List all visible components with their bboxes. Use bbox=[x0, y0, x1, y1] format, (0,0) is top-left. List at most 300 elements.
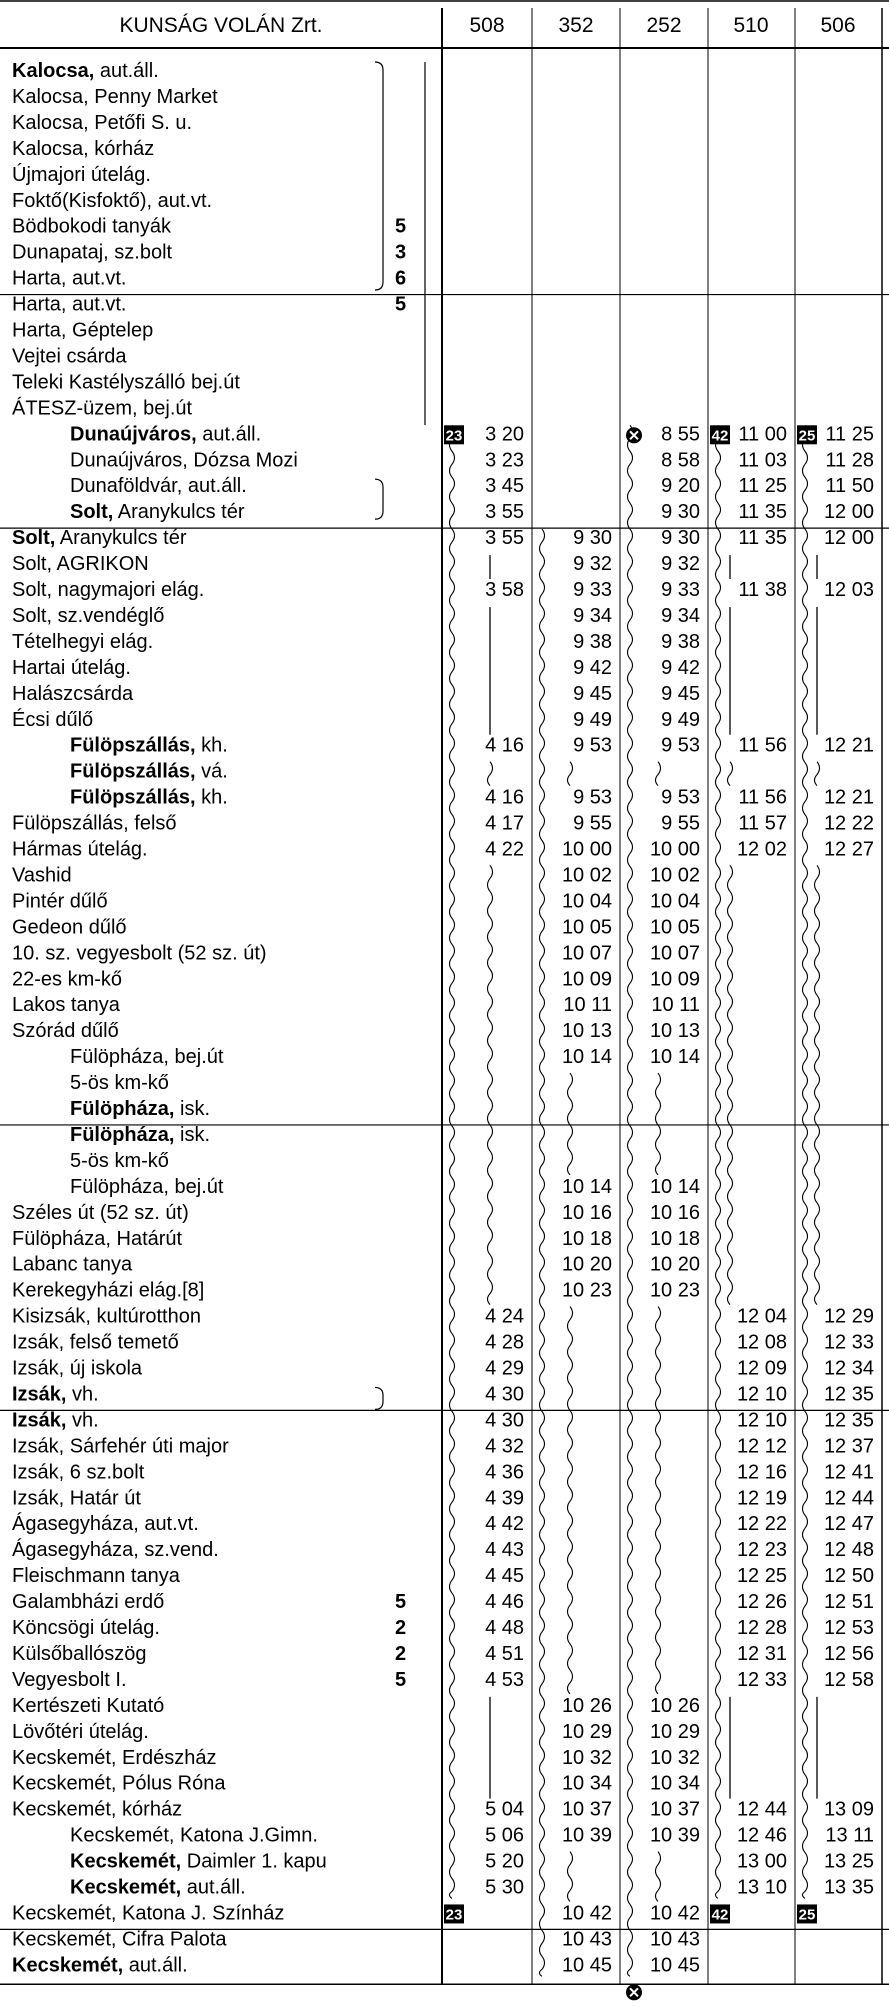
table-row bbox=[12, 216, 406, 238]
stop-name bbox=[70, 1046, 224, 1068]
departure-time: 10 13 bbox=[561, 1020, 612, 1043]
stop-name-main: Hármas útelág. bbox=[12, 838, 148, 861]
departure-time: 10 29 bbox=[649, 1720, 700, 1743]
departure-time: 13 00 bbox=[736, 1850, 787, 1873]
departure-time: 9 53 bbox=[573, 786, 612, 809]
departure-time: 9 34 bbox=[661, 604, 700, 627]
stop-name bbox=[70, 1851, 327, 1873]
table-row bbox=[12, 138, 154, 160]
stop-name-main: Izsák, felső temető bbox=[12, 1331, 179, 1354]
departure-time: 9 30 bbox=[661, 501, 700, 524]
departure-time: 12 23 bbox=[736, 1539, 787, 1562]
departure-time: 10 11 bbox=[563, 994, 612, 1017]
departure-time: 10 43 bbox=[649, 1928, 700, 1951]
departure-time: 10 29 bbox=[561, 1720, 612, 1743]
stop-name bbox=[12, 1928, 227, 1950]
stop-name-main: Fülöpszállás, bbox=[70, 760, 196, 783]
stop-name-main: Ágasegyháza, aut.vt. bbox=[12, 1513, 199, 1536]
table-row bbox=[70, 1046, 700, 1068]
stop-name-main: Izsák, bbox=[12, 1383, 67, 1406]
departure-time: 10 42 bbox=[561, 1902, 612, 1925]
departure-time: 3 55 bbox=[485, 527, 524, 550]
departure-time: 12 02 bbox=[736, 838, 787, 861]
departure-time: 10 11 bbox=[651, 994, 700, 1017]
stop-name bbox=[12, 320, 153, 342]
departure-time: 10 04 bbox=[561, 890, 612, 913]
footnote-ref: 2 bbox=[395, 1642, 407, 1665]
table-row bbox=[12, 683, 700, 705]
departure-time: 10 16 bbox=[561, 1201, 612, 1224]
departure-time: 9 53 bbox=[573, 734, 612, 757]
stop-name-main: Szórád dűlő bbox=[12, 1020, 119, 1043]
table-row bbox=[12, 1954, 700, 1976]
stop-name-suffix: isk. bbox=[174, 1098, 211, 1120]
stop-name-main: Izsák, új iskola bbox=[12, 1357, 143, 1380]
table-row bbox=[70, 1877, 874, 1899]
route-bracket bbox=[375, 62, 383, 290]
stop-name bbox=[70, 423, 261, 445]
departure-time: 11 28 bbox=[825, 449, 874, 472]
stop-name-main: Halászcsárda bbox=[12, 682, 134, 705]
departure-time: 12 12 bbox=[736, 1435, 787, 1458]
departure-time: 10 14 bbox=[649, 1046, 700, 1069]
stop-name-main: Széles út (52 sz. út) bbox=[12, 1201, 189, 1224]
stop-name bbox=[70, 1072, 169, 1094]
stop-name-main: Újmajori útelág. bbox=[12, 163, 151, 186]
no-stop-wave bbox=[568, 762, 573, 786]
footnote-ref: 3 bbox=[395, 241, 407, 264]
departure-time: 9 45 bbox=[573, 682, 612, 705]
table-row bbox=[12, 890, 700, 912]
table-row bbox=[70, 1098, 210, 1120]
stop-name bbox=[12, 994, 121, 1016]
stop-name bbox=[12, 1747, 217, 1769]
operator-name: KUNSÁG VOLÁN Zrt. bbox=[119, 14, 323, 37]
table-row bbox=[12, 190, 212, 212]
departure-time: 9 32 bbox=[573, 553, 612, 576]
departure-time: 9 33 bbox=[661, 579, 700, 601]
table-row bbox=[70, 735, 874, 757]
stop-name-main: Izsák, 6 sz.bolt bbox=[12, 1461, 145, 1484]
footnote-ref: 5 bbox=[395, 1591, 407, 1614]
stop-name bbox=[70, 1825, 318, 1847]
departure-time: 12 28 bbox=[736, 1617, 787, 1639]
stop-name-main: Vashid bbox=[12, 864, 72, 887]
departure-time: 3 23 bbox=[485, 449, 524, 472]
departure-time: 12 22 bbox=[736, 1513, 787, 1536]
departure-time: 11 00 bbox=[738, 423, 787, 446]
stop-name bbox=[12, 216, 172, 238]
departure-time: 12 21 bbox=[823, 734, 874, 757]
departure-time: 10 02 bbox=[561, 864, 612, 887]
departure-time: 12 41 bbox=[823, 1461, 874, 1484]
departure-time: 12 35 bbox=[823, 1383, 874, 1406]
departure-time: 4 16 bbox=[485, 786, 524, 809]
stop-name bbox=[12, 1254, 133, 1276]
stop-name bbox=[12, 1202, 189, 1224]
departure-time: 9 49 bbox=[661, 708, 700, 731]
departure-time: 12 34 bbox=[823, 1357, 874, 1380]
departure-time: 3 55 bbox=[485, 501, 524, 524]
departure-time: 13 25 bbox=[823, 1850, 874, 1873]
stop-name bbox=[12, 683, 134, 705]
departure-time: 10 13 bbox=[649, 1020, 700, 1043]
stop-name bbox=[12, 86, 218, 108]
stop-name-main: Ágasegyháza, sz.vend. bbox=[12, 1539, 219, 1562]
route-continuation-wave bbox=[628, 425, 633, 1976]
departure-time: 12 19 bbox=[736, 1487, 787, 1510]
stop-name bbox=[12, 371, 240, 393]
stop-name-main: ÁTESZ-üzem, bej.út bbox=[12, 397, 193, 420]
stop-name bbox=[12, 1228, 183, 1250]
departure-time: 12 44 bbox=[736, 1798, 787, 1821]
departure-time: 9 33 bbox=[573, 579, 612, 601]
table-row bbox=[12, 1280, 700, 1302]
departure-time: 12 58 bbox=[823, 1668, 874, 1691]
stop-name-main: Kalocsa, kórház bbox=[12, 137, 155, 160]
departure-time: 5 06 bbox=[485, 1824, 524, 1847]
departure-time: 12 10 bbox=[736, 1383, 787, 1406]
departure-time: 10 43 bbox=[561, 1928, 612, 1951]
departure-time: 12 16 bbox=[736, 1461, 787, 1484]
departure-time: 5 20 bbox=[485, 1850, 524, 1873]
table-row bbox=[12, 268, 406, 290]
header bbox=[119, 14, 855, 37]
departure-time: 12 47 bbox=[823, 1513, 874, 1536]
departure-time: 3 45 bbox=[485, 475, 524, 498]
stop-name bbox=[12, 1721, 149, 1743]
stop-name bbox=[12, 268, 127, 290]
stop-name bbox=[12, 1461, 145, 1483]
table-row bbox=[12, 942, 700, 964]
no-stop-wave bbox=[656, 1073, 661, 1175]
stop-name bbox=[12, 1280, 204, 1302]
table-row bbox=[70, 449, 874, 471]
service-note-number: 25 bbox=[798, 1906, 816, 1924]
departure-time: 13 10 bbox=[736, 1876, 787, 1899]
stop-name bbox=[12, 1902, 284, 1924]
no-stop-wave bbox=[568, 1852, 573, 1902]
stop-name-main: Pintér dűlő bbox=[12, 890, 108, 913]
table-row bbox=[70, 475, 874, 497]
stop-name-main: Harta, Géptelep bbox=[12, 319, 154, 342]
departure-time: 12 10 bbox=[736, 1409, 787, 1432]
footnote-ref: 2 bbox=[395, 1617, 407, 1639]
departure-time: 13 09 bbox=[823, 1798, 874, 1821]
stop-name bbox=[12, 1383, 99, 1405]
stop-name-main: Kalocsa, Penny Market bbox=[12, 85, 218, 108]
route-continuation-wave bbox=[450, 425, 455, 1898]
stop-name-suffix: Aranykulcs tér bbox=[113, 501, 245, 524]
stop-name-main: Solt, bbox=[12, 527, 56, 550]
departure-time: 10 39 bbox=[649, 1824, 700, 1847]
no-stop-wave bbox=[656, 1852, 661, 1902]
departure-time: 4 17 bbox=[485, 812, 524, 835]
stop-name-main: Fülöpszállás, felső bbox=[12, 812, 177, 835]
stop-name bbox=[12, 605, 164, 627]
stop-name-main: Fülöpháza, Határút bbox=[12, 1227, 183, 1250]
departure-time: 11 56 bbox=[738, 734, 787, 757]
departure-time: 8 55 bbox=[661, 423, 700, 446]
departure-time: 10 42 bbox=[649, 1902, 700, 1925]
table-row bbox=[70, 1150, 169, 1172]
departure-time: 10 04 bbox=[649, 890, 700, 913]
stop-name bbox=[70, 1877, 246, 1899]
stop-name-suffix: aut.áll. bbox=[123, 1954, 188, 1977]
departure-time: 4 30 bbox=[485, 1409, 524, 1432]
stop-name-main: Solt, bbox=[70, 501, 114, 524]
departure-time: 12 44 bbox=[823, 1487, 874, 1510]
route-continuation-wave bbox=[716, 425, 721, 1898]
footnote-ref: 5 bbox=[395, 293, 407, 316]
departure-time: 4 53 bbox=[485, 1668, 524, 1691]
stop-name-main: Kecskemét, Katona J.Gimn. bbox=[70, 1824, 318, 1847]
stop-name-main: Solt, AGRIKON bbox=[12, 553, 149, 576]
table-row bbox=[70, 1825, 874, 1847]
table-row bbox=[12, 1747, 700, 1769]
table-row bbox=[12, 345, 127, 367]
table-row bbox=[12, 1928, 700, 1950]
stop-name bbox=[12, 1538, 219, 1561]
departure-time: 10 18 bbox=[649, 1227, 700, 1250]
table-row bbox=[12, 994, 700, 1016]
departure-time: 10 02 bbox=[649, 864, 700, 887]
departure-time: 11 57 bbox=[738, 812, 787, 835]
stop-name-main: Lövőtéri útelág. bbox=[12, 1720, 149, 1743]
route-markers bbox=[444, 425, 820, 2000]
stop-name bbox=[12, 1617, 160, 1639]
departure-time: 12 37 bbox=[823, 1435, 874, 1458]
stop-name bbox=[12, 112, 192, 134]
departure-time: 4 16 bbox=[485, 734, 524, 757]
stop-name-main: Kecskemét, kórház bbox=[12, 1798, 183, 1821]
departure-time: 12 29 bbox=[823, 1305, 874, 1328]
stop-name bbox=[12, 864, 72, 886]
route-bracket bbox=[375, 479, 383, 519]
departure-time: 12 03 bbox=[823, 579, 874, 601]
departure-time: 4 42 bbox=[485, 1513, 524, 1536]
stop-name-main: Kecskemét, Katona J. Színház bbox=[12, 1902, 285, 1925]
stop-name bbox=[70, 1124, 210, 1146]
stop-name-main: Gedeon dűlő bbox=[12, 916, 127, 939]
departure-time: 12 50 bbox=[823, 1565, 874, 1588]
stop-name-suffix: Aranykulcs tér bbox=[55, 527, 187, 550]
no-stop-wave bbox=[488, 762, 493, 786]
stop-name bbox=[70, 761, 228, 783]
stop-name bbox=[12, 345, 127, 367]
stop-name-main: Dunaújváros, bbox=[70, 423, 197, 446]
stop-name bbox=[12, 396, 193, 419]
departure-time: 10 16 bbox=[649, 1201, 700, 1224]
stop-name-main: Kecskemét, bbox=[70, 1876, 182, 1899]
stop-name bbox=[12, 1020, 119, 1042]
departure-time: 4 28 bbox=[485, 1331, 524, 1354]
service-note-number: 42 bbox=[711, 1906, 729, 1924]
departure-time: 10 39 bbox=[561, 1824, 612, 1847]
departure-time: 11 35 bbox=[738, 501, 787, 524]
departure-time: 9 42 bbox=[573, 656, 612, 679]
stop-name bbox=[12, 1954, 188, 1976]
stop-name bbox=[70, 1176, 224, 1198]
no-stop-wave bbox=[728, 865, 733, 1304]
departure-time: 9 38 bbox=[661, 630, 700, 653]
departure-time: 13 11 bbox=[825, 1824, 874, 1847]
table-row bbox=[12, 916, 700, 938]
departure-time: 10 05 bbox=[649, 916, 700, 939]
stop-name-main: Dunaújváros, Dózsa Mozi bbox=[70, 449, 298, 472]
stop-name-main: Izsák, Határ út bbox=[12, 1487, 141, 1510]
departure-time: 4 22 bbox=[485, 838, 524, 861]
service-note-number: 23 bbox=[445, 1906, 463, 1924]
departure-time: 9 53 bbox=[661, 786, 700, 809]
stop-name-main: Solt, sz.vendéglő bbox=[12, 604, 165, 627]
stop-name-suffix: isk. bbox=[174, 1123, 211, 1146]
departure-time: 10 14 bbox=[649, 1175, 700, 1198]
table-row bbox=[12, 163, 151, 186]
stop-name bbox=[12, 631, 153, 653]
stop-name-main: Tételhegyi elág. bbox=[12, 630, 154, 653]
departure-time: 10 26 bbox=[561, 1694, 612, 1717]
stop-name-suffix: Daimler 1. kapu bbox=[181, 1850, 327, 1873]
stop-name bbox=[12, 1643, 147, 1665]
departure-time: 4 36 bbox=[485, 1461, 524, 1484]
table-row bbox=[70, 1176, 700, 1198]
departure-time: 10 23 bbox=[649, 1279, 700, 1302]
stop-name bbox=[12, 1487, 141, 1509]
stop-name bbox=[12, 1358, 143, 1380]
departure-time: 3 20 bbox=[485, 423, 524, 446]
departure-time: 10 26 bbox=[649, 1694, 700, 1717]
stop-name bbox=[70, 501, 245, 523]
departure-time: 11 25 bbox=[738, 475, 787, 498]
departure-time: 12 00 bbox=[823, 527, 874, 550]
stop-name bbox=[12, 839, 148, 861]
stop-name bbox=[12, 138, 154, 160]
table-row bbox=[12, 86, 218, 108]
no-stop-wave bbox=[488, 865, 493, 1304]
departure-time: 10 32 bbox=[561, 1746, 612, 1769]
table-row bbox=[12, 242, 406, 264]
stop-name-main: Külsőballószög bbox=[12, 1642, 147, 1665]
stop-name-suffix: aut.áll. bbox=[196, 423, 262, 446]
stop-name-main: Fülöpháza, bbox=[70, 1098, 175, 1120]
stop-name-main: Bödbokodi tanyák bbox=[12, 215, 172, 238]
route-continuation-wave bbox=[540, 529, 545, 1976]
departure-time: 10 07 bbox=[649, 942, 700, 965]
departure-time: 9 34 bbox=[573, 604, 612, 627]
departure-time: 10 37 bbox=[649, 1798, 700, 1821]
departure-time: 12 25 bbox=[736, 1565, 787, 1588]
stop-name bbox=[12, 553, 149, 575]
departure-time: 9 32 bbox=[661, 553, 700, 576]
stop-name bbox=[12, 1435, 229, 1457]
departure-time: 9 30 bbox=[573, 527, 612, 550]
stop-name-main: Fülöpháza, bej.út bbox=[70, 1046, 224, 1069]
departure-time: 10 09 bbox=[649, 968, 700, 991]
table-row bbox=[12, 396, 193, 419]
stop-name-main: Fleischmann tanya bbox=[12, 1565, 180, 1588]
departure-time: 9 38 bbox=[573, 630, 612, 653]
stop-name-main: Labanc tanya bbox=[12, 1253, 133, 1276]
departure-time: 12 22 bbox=[823, 812, 874, 835]
departure-time: 10 45 bbox=[561, 1954, 612, 1977]
stop-name bbox=[12, 968, 122, 990]
stop-name-main: 10. sz. vegyesbolt (52 sz. út) bbox=[12, 942, 267, 965]
departure-time: 10 34 bbox=[649, 1772, 700, 1795]
departure-time: 11 03 bbox=[738, 449, 787, 472]
departure-time: 4 48 bbox=[485, 1617, 524, 1639]
stop-name-suffix: vá. bbox=[195, 760, 228, 783]
table-row bbox=[12, 605, 700, 627]
table-row bbox=[12, 864, 700, 886]
stop-name bbox=[12, 942, 267, 964]
stop-name-main: Kecskemét, Pólus Róna bbox=[12, 1772, 226, 1795]
no-stop-wave bbox=[815, 865, 820, 1304]
departure-time: 4 51 bbox=[485, 1642, 524, 1665]
stop-name-main: Köncsögi útelág. bbox=[12, 1617, 160, 1639]
stop-name bbox=[12, 1306, 201, 1328]
stop-name-main: Galambházi erdő bbox=[12, 1591, 165, 1614]
departure-time: 12 27 bbox=[823, 838, 874, 861]
stop-name bbox=[12, 1773, 226, 1795]
stop-name-suffix: aut.áll. bbox=[181, 1876, 246, 1899]
no-stop-wave bbox=[568, 1073, 573, 1175]
departure-time: 10 37 bbox=[561, 1798, 612, 1821]
route-bracket bbox=[375, 1387, 383, 1409]
table-row bbox=[12, 294, 406, 316]
stop-name bbox=[12, 1332, 179, 1354]
stop-name bbox=[70, 787, 228, 809]
table-row bbox=[12, 1695, 700, 1717]
stop-name-main: Écsi dűlő bbox=[12, 708, 94, 731]
departure-time: 12 51 bbox=[823, 1591, 874, 1614]
departure-time: 10 05 bbox=[561, 916, 612, 939]
service-note-number: 42 bbox=[711, 427, 729, 445]
departure-time: 10 00 bbox=[649, 838, 700, 861]
stop-name-main: Solt, nagymajori elág. bbox=[12, 579, 205, 601]
stop-name-main: Kalocsa, bbox=[12, 60, 95, 82]
stop-name bbox=[12, 1591, 164, 1613]
table-row bbox=[12, 1202, 700, 1224]
departure-time: 10 09 bbox=[561, 968, 612, 991]
stop-name-main: Kecskemét, Erdészház bbox=[12, 1746, 217, 1769]
departure-time: 10 14 bbox=[561, 1046, 612, 1069]
departure-time: 10 14 bbox=[561, 1175, 612, 1198]
departure-time: 12 33 bbox=[736, 1668, 787, 1691]
table-row bbox=[12, 708, 700, 731]
no-stop-wave bbox=[815, 762, 820, 786]
departure-time: 4 32 bbox=[485, 1435, 524, 1458]
departure-time: 11 38 bbox=[738, 579, 787, 601]
stop-name-main: Dunaföldvár, aut.áll. bbox=[70, 475, 247, 498]
stop-name bbox=[70, 1150, 169, 1172]
departure-time: 9 45 bbox=[661, 682, 700, 705]
stop-name-main: Teleki Kastélyszálló bej.út bbox=[12, 371, 240, 394]
departure-time: 11 25 bbox=[825, 423, 874, 446]
table-row bbox=[12, 320, 153, 342]
table-row bbox=[70, 1124, 210, 1146]
stop-name-main: Fülöpháza, bej.út bbox=[70, 1175, 224, 1198]
stop-name bbox=[12, 190, 212, 212]
departure-time: 12 56 bbox=[823, 1642, 874, 1665]
departure-time: 5 04 bbox=[485, 1798, 524, 1821]
no-stop-wave bbox=[656, 762, 661, 786]
departure-time: 10 00 bbox=[561, 838, 612, 861]
no-stop-wave bbox=[568, 1307, 573, 1694]
departure-time: 4 39 bbox=[485, 1487, 524, 1510]
departure-time: 12 53 bbox=[823, 1617, 874, 1639]
stop-name bbox=[12, 657, 131, 679]
